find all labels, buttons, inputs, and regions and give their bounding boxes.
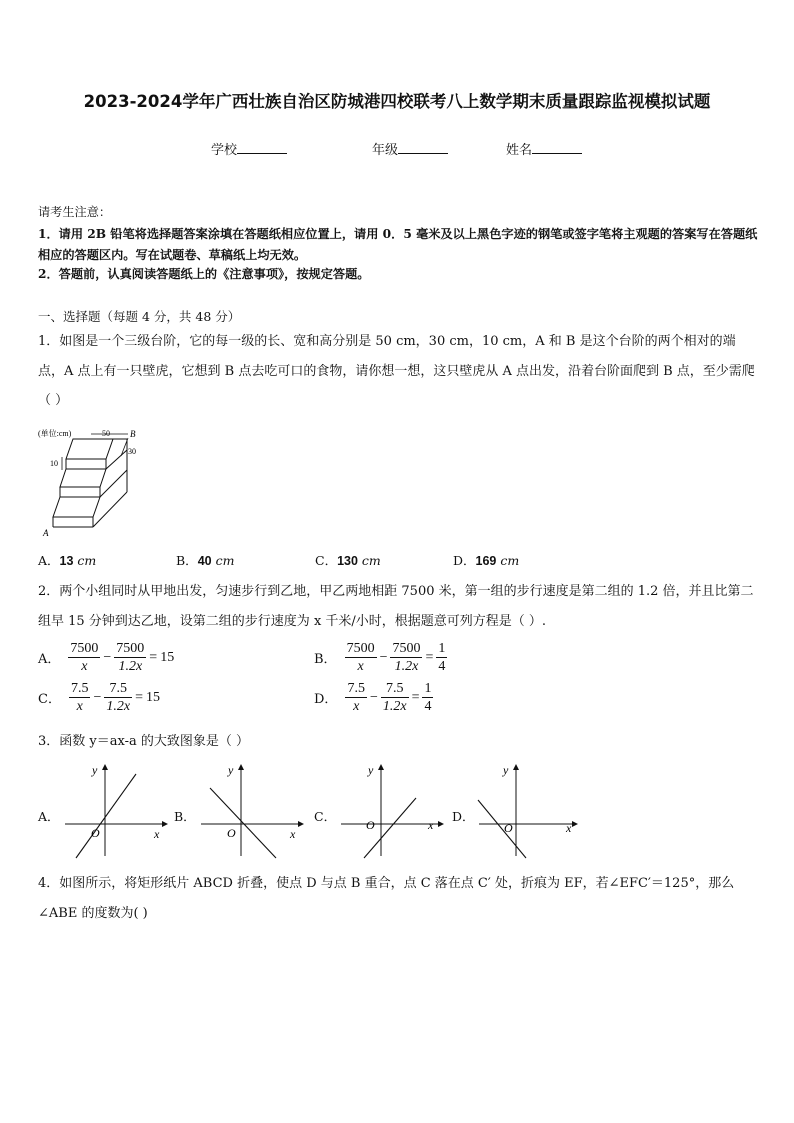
q2-option-b[interactable]	[314, 640, 447, 675]
grade-blank[interactable]	[398, 141, 448, 154]
x-label: x	[566, 821, 572, 835]
q2-b-rhs-den: 4	[438, 659, 446, 674]
graph-line	[76, 774, 136, 858]
question-2-text: 2．两个小组同时从甲地出发，匀速步行到乙地，甲乙两地相距 7500 米，第一组的步行速度是第二组的 1.2 倍，并且比第二组早 15 分钟到达乙地，设第二组的步行速度为 x 千米/小时，根据题意可列方程是（ ）.	[38, 584, 754, 629]
q2-d-rhs-num: 1	[424, 681, 432, 696]
q2-b-equals: =	[425, 649, 434, 665]
q3-option-b-label[interactable]: B．	[174, 809, 196, 824]
q2-option-c[interactable]	[38, 680, 160, 715]
q1-option-c[interactable]	[315, 551, 381, 569]
point-b-label: B	[130, 429, 136, 439]
q3-graph-b[interactable]	[196, 760, 306, 860]
y-axis-arrow	[102, 764, 108, 770]
q2-option-d[interactable]	[314, 680, 433, 715]
q2-b-rhs-num: 1	[438, 641, 446, 656]
dim-label-10: 10	[50, 459, 58, 468]
y-label: y	[92, 763, 98, 777]
note-item-1: 1．请用 2B 铅笔将选择题答案涂填在答题纸相应位置上，请用 0．5 毫米及以上黑色字迹的钢笔或签字笔将主观题的答案写在答题纸相应的答题区内。写在试题卷、草稿纸上均无效。	[38, 227, 758, 262]
q2-option-d-label: D．	[314, 692, 338, 707]
q2-c-minus: −	[93, 689, 102, 705]
notes-heading: 请考生注意：	[38, 205, 112, 219]
q2-d-den-2: 1.2x	[382, 699, 407, 714]
q1-option-d-value: 169	[475, 554, 497, 568]
origin-label: O	[91, 826, 100, 840]
point-a-label: A	[43, 528, 49, 538]
dim-label-30: 30	[128, 447, 136, 456]
q2-option-c-label: C．	[38, 692, 61, 707]
q2-b-frac-1	[345, 640, 377, 675]
school-label: 学校	[211, 143, 238, 158]
q1-option-d[interactable]	[453, 551, 519, 569]
q1-option-c-unit: cm	[361, 553, 381, 568]
grade-field[interactable]	[372, 139, 448, 158]
page-title: 2023-2024学年广西壮族自治区防城港四校联考八上数学期末质量跟踪监视模拟试题	[83, 92, 711, 111]
q2-d-num-2: 7.5	[381, 680, 409, 698]
q3-option-a-label[interactable]: A．	[38, 809, 60, 824]
q1-option-a[interactable]	[38, 551, 96, 569]
figure-unit-label: (单位:cm)	[38, 429, 72, 438]
q2-d-frac-2	[381, 680, 409, 715]
q1-option-a-unit: cm	[77, 553, 97, 568]
q2-c-frac-2	[104, 680, 132, 715]
q2-c-den-2: 1.2x	[106, 699, 131, 714]
question-4-text: 4．如图所示，将矩形纸片 ABCD 折叠，使点 D 与点 B 重合，点 C 落在点 C′ 处，折痕为 EF，若∠EFC′＝125°，那么∠ABE 的度数为( )	[38, 876, 735, 921]
graph-line	[210, 788, 276, 858]
q2-b-num-1: 7500	[346, 641, 375, 656]
q2-d-num-1: 7.5	[347, 681, 365, 696]
q2-a-equals: =	[149, 649, 158, 665]
q2-d-den-1: x	[353, 699, 360, 714]
q2-d-frac-1	[345, 680, 367, 715]
q2-a-num-1: 7500	[70, 641, 99, 656]
q2-a-frac-2	[114, 640, 146, 675]
q1-option-a-label: A．	[38, 553, 60, 568]
q3-option-c-label[interactable]: C．	[314, 809, 337, 824]
q3-graph-a[interactable]	[60, 760, 170, 860]
x-axis-arrow	[162, 821, 168, 827]
q3-graph-d[interactable]	[474, 760, 584, 860]
q2-d-rhs-frac	[422, 680, 433, 715]
y-label: y	[228, 763, 234, 777]
x-label: x	[290, 827, 296, 841]
q2-c-den-1: x	[76, 699, 83, 714]
q2-c-num-1: 7.5	[70, 681, 89, 696]
q2-b-den-1: x	[357, 659, 364, 674]
q1-option-b-unit: cm	[215, 553, 235, 568]
q1-option-b-label: B．	[176, 553, 198, 568]
q2-option-b-label: B．	[314, 652, 337, 667]
q2-b-minus: −	[379, 649, 388, 665]
x-axis-arrow	[572, 821, 578, 827]
section-heading: 一、选择题（每题 4 分，共 48 分）	[38, 309, 241, 324]
x-label: x	[428, 818, 434, 832]
q2-a-minus: −	[103, 649, 112, 665]
grade-label: 年级	[372, 143, 399, 158]
q2-d-rhs-den: 4	[424, 699, 432, 714]
q2-d-minus: −	[369, 689, 378, 705]
y-axis-arrow	[238, 764, 244, 770]
y-axis-arrow	[378, 764, 384, 770]
stairs-outline	[53, 439, 127, 527]
q1-option-c-label: C．	[315, 553, 338, 568]
q1-option-b[interactable]	[176, 551, 234, 569]
q2-a-num-2: 7500	[116, 641, 145, 656]
q2-b-frac-2	[390, 640, 422, 675]
q2-c-rhs: 15	[145, 689, 160, 705]
stairs-figure	[36, 424, 146, 538]
q3-graph-c[interactable]	[336, 758, 446, 860]
q1-option-a-value: 13	[59, 554, 74, 568]
origin-label: O	[366, 818, 375, 832]
q2-c-equals: =	[135, 689, 143, 705]
origin-label: O	[504, 821, 513, 835]
q2-c-frac-1	[69, 680, 91, 715]
note-item-2: 2．答题前，认真阅读答题纸上的《注意事项》，按规定答题。	[38, 267, 370, 281]
q1-option-d-unit: cm	[500, 553, 520, 568]
name-label: 姓名	[506, 143, 533, 158]
q1-option-d-label: D．	[453, 553, 476, 568]
school-blank[interactable]	[237, 141, 287, 154]
q2-c-num-2: 7.5	[104, 680, 132, 698]
question-1-text: 1．如图是一个三级台阶，它的每一级的长、宽和高分别是 50 cm，30 cm，10 cm，A 和 B 是这个台阶的两个相对的端点，A 点上有一只壁虎，它想到 B 点去吃可口的食物，请你想一想，这只壁虎从 A 点出发，沿着台阶面爬到 B 点，至少需爬（ ）	[38, 334, 755, 408]
origin-label: O	[227, 826, 236, 840]
q2-b-den-2: 1.2x	[394, 659, 419, 674]
q2-a-frac-1	[68, 640, 100, 675]
name-blank[interactable]	[532, 141, 582, 154]
q2-b-num-2: 7500	[392, 641, 421, 656]
q2-option-a[interactable]	[38, 640, 174, 675]
graph-line	[478, 800, 526, 858]
q2-d-equals: =	[411, 689, 420, 705]
q1-option-c-value: 130	[337, 554, 358, 568]
dim-label-50: 50	[102, 429, 110, 438]
q2-option-a-label: A．	[38, 652, 61, 667]
y-label: y	[503, 763, 509, 777]
x-axis-arrow	[298, 821, 304, 827]
q2-a-den-2: 1.2x	[118, 659, 143, 674]
y-label: y	[368, 763, 374, 777]
y-axis-arrow	[513, 764, 519, 770]
q2-a-den-1: x	[81, 659, 88, 674]
question-3-text: 3．函数 y＝ax-a 的大致图象是（ ）	[38, 734, 250, 749]
q1-option-b-value: 40	[197, 554, 212, 568]
school-field[interactable]	[211, 139, 287, 158]
q2-b-rhs-frac	[436, 640, 447, 675]
x-axis-arrow	[438, 821, 444, 827]
x-label: x	[154, 827, 160, 841]
name-field[interactable]	[506, 139, 582, 158]
q2-a-rhs: 15	[160, 649, 175, 665]
q3-option-d-label[interactable]: D．	[452, 809, 475, 824]
